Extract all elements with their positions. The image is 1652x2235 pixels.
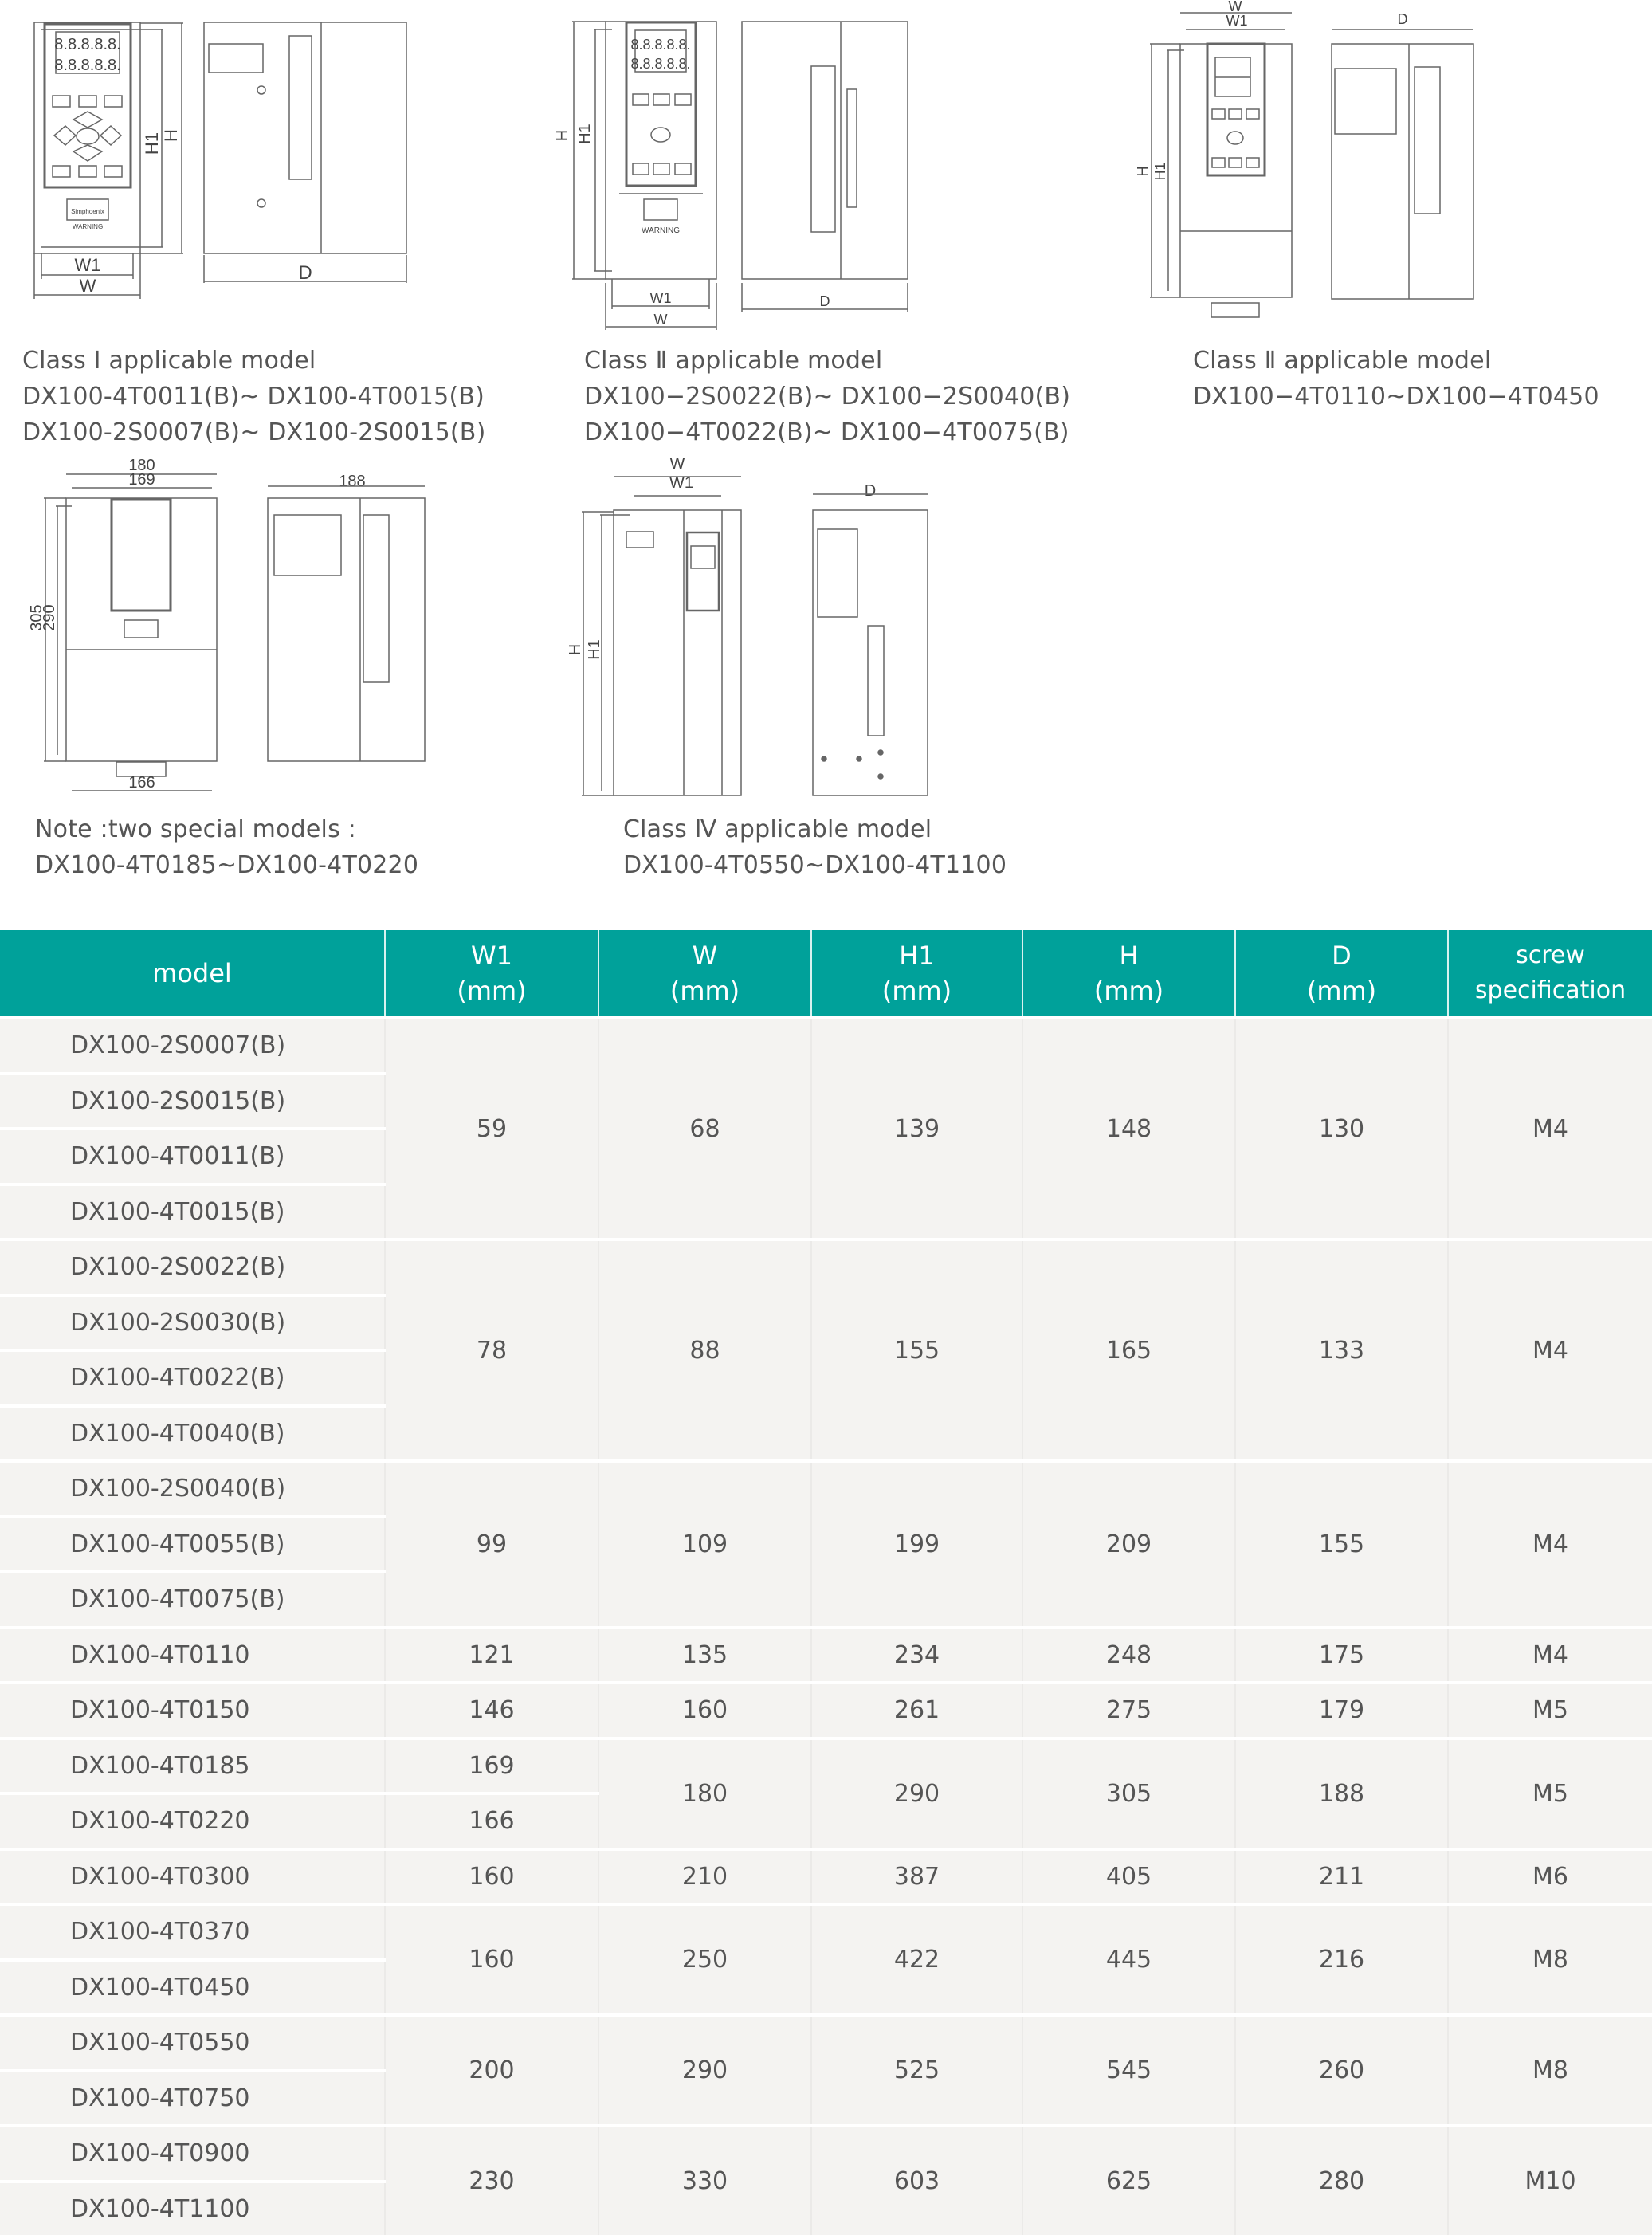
drawing-class-2b: [1132, 0, 1652, 319]
dim-label-w1: W1: [669, 474, 693, 492]
svg-text:8.8.8.8.8.: 8.8.8.8.8.: [630, 56, 690, 72]
dim-label-h: H: [1135, 167, 1151, 177]
screw-cell: M10: [1448, 2126, 1652, 2235]
d-cell: 175: [1235, 1628, 1448, 1683]
w1-cell: 230: [385, 2126, 598, 2235]
d-cell: 130: [1235, 1018, 1448, 1239]
model-cell: DX100-4T0015(B): [0, 1184, 385, 1240]
model-cell: DX100-4T0110: [0, 1628, 385, 1683]
h-cell: 305: [1022, 1738, 1235, 1849]
h1-cell: 155: [811, 1239, 1022, 1461]
h-cell: 545: [1022, 2015, 1235, 2126]
model-cell: DX100-4T0550: [0, 2015, 385, 2071]
dim-value-d: 188: [339, 473, 365, 490]
w-cell: 210: [598, 1849, 811, 1905]
table-row: [0, 1628, 1652, 1683]
table-row: [0, 1018, 1652, 1074]
w-cell: 250: [598, 1904, 811, 2015]
caption-title: Class Ⅱ applicable model: [1193, 343, 1599, 379]
model-cell: DX100-2S0007(B): [0, 1018, 385, 1074]
svg-text:8.8.8.8.8.: 8.8.8.8.8.: [630, 37, 690, 53]
caption-class-4: [623, 811, 1007, 883]
h-cell: 625: [1022, 2126, 1235, 2235]
caption-title: Note :two special models :: [35, 811, 418, 847]
dim-label-h1: H1: [142, 132, 162, 155]
h1-cell: 387: [811, 1849, 1022, 1905]
h1-cell: 603: [811, 2126, 1022, 2235]
model-cell: DX100-4T0220: [0, 1793, 385, 1849]
dim-label-w: W: [80, 276, 96, 296]
d-cell: 179: [1235, 1683, 1448, 1738]
dim-label-h: H: [554, 130, 571, 141]
w-cell: 180: [598, 1738, 811, 1849]
w1-cell: 169: [385, 1738, 598, 1794]
h-cell: 445: [1022, 1904, 1235, 2015]
w-cell: 290: [598, 2015, 811, 2126]
h1-cell: 139: [811, 1018, 1022, 1239]
column-header-label: D: [1236, 938, 1447, 973]
column-header-label: W1: [386, 938, 598, 973]
h1-cell: 199: [811, 1461, 1022, 1628]
table-row: [0, 2015, 1652, 2071]
caption-model-range: DX100-2S0007(B)~ DX100-2S0015(B): [22, 414, 485, 450]
column-header-unit: specification: [1449, 973, 1652, 1008]
model-cell: DX100-2S0015(B): [0, 1074, 385, 1129]
dim-value-w: 180: [128, 457, 155, 474]
screw-cell: M5: [1448, 1683, 1652, 1738]
w-cell: 135: [598, 1628, 811, 1683]
dim-label-d: D: [1398, 11, 1408, 27]
warning-label: WARNING: [642, 226, 680, 235]
column-header-screw-specification: [1448, 930, 1652, 1018]
column-header-label: H: [1023, 938, 1234, 973]
caption-model-range: DX100-4T0550~DX100-4T1100: [623, 847, 1007, 883]
svg-text:8.8.8.8.8.: 8.8.8.8.8.: [54, 57, 120, 74]
dim-label-w: W: [1229, 0, 1242, 14]
h1-cell: 525: [811, 2015, 1022, 2126]
model-cell: DX100-4T0750: [0, 2071, 385, 2127]
model-cell: DX100-4T1100: [0, 2182, 385, 2235]
column-header-d: [1235, 930, 1448, 1018]
screw-cell: M4: [1448, 1461, 1652, 1628]
h1-cell: 422: [811, 1904, 1022, 2015]
caption-model-range: DX100-4T0185~DX100-4T0220: [35, 847, 418, 883]
model-cell: DX100-4T0450: [0, 1960, 385, 2016]
caption-model-range: DX100-4T0011(B)~ DX100-4T0015(B): [22, 379, 485, 414]
dim-label-h: H: [567, 644, 584, 655]
w1-cell: 160: [385, 1904, 598, 2015]
w1-cell: 200: [385, 2015, 598, 2126]
h-cell: 165: [1022, 1239, 1235, 1461]
table-row: [0, 1683, 1652, 1738]
w1-cell: 166: [385, 1793, 598, 1849]
column-header-model: [0, 930, 385, 1018]
model-cell: DX100-2S0040(B): [0, 1461, 385, 1517]
screw-cell: M4: [1448, 1239, 1652, 1461]
w1-cell: 160: [385, 1849, 598, 1905]
dim-label-h1: H1: [1152, 162, 1168, 180]
w1-cell: 121: [385, 1628, 598, 1683]
h-cell: 209: [1022, 1461, 1235, 1628]
column-header-unit: (mm): [812, 973, 1022, 1008]
column-header-label: W: [599, 938, 810, 973]
h-cell: 248: [1022, 1628, 1235, 1683]
dim-label-h1: H1: [576, 124, 594, 144]
dim-label-w: W: [654, 312, 668, 328]
dim-value-h1: 290: [41, 604, 58, 630]
warning-label: WARNING: [73, 223, 103, 230]
brand-label: Simphoenix: [71, 208, 104, 215]
table-row: [0, 2126, 1652, 2182]
caption-class-1: [22, 343, 485, 450]
table-row: [0, 1738, 1652, 1794]
column-header-h: [1022, 930, 1235, 1018]
caption-model-range: DX100−2S0022(B)~ DX100−2S0040(B): [584, 379, 1070, 414]
caption-title: Class Ⅳ applicable model: [623, 811, 1007, 847]
table-header-row: [0, 930, 1652, 1018]
model-cell: DX100-2S0030(B): [0, 1295, 385, 1351]
drawing-special-models: [24, 446, 454, 797]
h-cell: 275: [1022, 1683, 1235, 1738]
column-header-unit: (mm): [386, 973, 598, 1008]
screw-cell: M8: [1448, 2015, 1652, 2126]
drawing-class-4: [558, 454, 1052, 805]
caption-title: Class Ⅱ applicable model: [584, 343, 1070, 379]
caption-title: Class Ⅰ applicable model: [22, 343, 485, 379]
dim-value-h: 305: [28, 604, 45, 630]
table-row: [0, 1904, 1652, 1960]
caption-model-range: DX100−4T0110~DX100−4T0450: [1193, 379, 1599, 414]
table-body: [0, 1018, 1652, 2235]
w-cell: 330: [598, 2126, 811, 2235]
drawing-class-1: [0, 0, 414, 319]
model-cell: DX100-4T0300: [0, 1849, 385, 1905]
column-header-label: model: [0, 956, 384, 991]
caption-special-models: [35, 811, 418, 883]
model-cell: DX100-4T0040(B): [0, 1406, 385, 1462]
screw-cell: M4: [1448, 1018, 1652, 1239]
model-cell: DX100-4T0900: [0, 2126, 385, 2182]
h1-cell: 261: [811, 1683, 1022, 1738]
dim-label-w: W: [670, 455, 685, 473]
w-cell: 160: [598, 1683, 811, 1738]
caption-model-range: DX100−4T0022(B)~ DX100−4T0075(B): [584, 414, 1070, 450]
d-cell: 216: [1235, 1904, 1448, 2015]
column-header-label: H1: [812, 938, 1022, 973]
caption-class-2a: [584, 343, 1070, 450]
dim-label-h: H: [161, 129, 181, 142]
d-cell: 280: [1235, 2126, 1448, 2235]
model-cell: DX100-2S0022(B): [0, 1239, 385, 1295]
dim-label-w1: W1: [75, 255, 101, 275]
w1-cell: 78: [385, 1239, 598, 1461]
screw-cell: M8: [1448, 1904, 1652, 2015]
d-cell: 133: [1235, 1239, 1448, 1461]
dim-label-d: D: [865, 482, 876, 500]
h1-cell: 290: [811, 1738, 1022, 1849]
dim-label-w1: W1: [650, 290, 672, 306]
dim-value-w1: 169: [128, 471, 155, 489]
column-header-unit: (mm): [599, 973, 810, 1008]
w1-cell: 59: [385, 1018, 598, 1239]
column-header-h1: [811, 930, 1022, 1018]
screw-cell: M5: [1448, 1738, 1652, 1849]
w1-cell: 146: [385, 1683, 598, 1738]
column-header-unit: (mm): [1023, 973, 1234, 1008]
dim-value-bottom: 166: [128, 774, 155, 791]
model-cell: DX100-4T0150: [0, 1683, 385, 1738]
d-cell: 260: [1235, 2015, 1448, 2126]
dim-label-d: D: [298, 262, 312, 284]
column-header-label: screw: [1449, 938, 1652, 973]
h-cell: 405: [1022, 1849, 1235, 1905]
model-cell: DX100-4T0022(B): [0, 1350, 385, 1406]
svg-text:8.8.8.8.8.: 8.8.8.8.8.: [54, 36, 120, 53]
d-cell: 211: [1235, 1849, 1448, 1905]
h1-cell: 234: [811, 1628, 1022, 1683]
w-cell: 109: [598, 1461, 811, 1628]
model-cell: DX100-4T0370: [0, 1904, 385, 1960]
table-row: [0, 1849, 1652, 1905]
h-cell: 148: [1022, 1018, 1235, 1239]
screw-cell: M4: [1448, 1628, 1652, 1683]
dim-label-d: D: [820, 293, 830, 309]
dimension-table: [0, 930, 1652, 2235]
drawing-class-2a: [550, 0, 1068, 335]
screw-cell: M6: [1448, 1849, 1652, 1905]
model-cell: DX100-4T0055(B): [0, 1517, 385, 1573]
caption-class-2b: [1193, 343, 1599, 414]
model-cell: DX100-4T0185: [0, 1738, 385, 1794]
column-header-unit: (mm): [1236, 973, 1447, 1008]
model-cell: DX100-4T0011(B): [0, 1129, 385, 1184]
d-cell: 188: [1235, 1738, 1448, 1849]
column-header-w: [598, 930, 811, 1018]
column-header-w1: [385, 930, 598, 1018]
w-cell: 88: [598, 1239, 811, 1461]
table-row: [0, 1239, 1652, 1295]
dim-label-h1: H1: [586, 639, 603, 660]
table-row: [0, 1461, 1652, 1517]
model-cell: DX100-4T0075(B): [0, 1572, 385, 1628]
dim-label-w1: W1: [1226, 13, 1248, 29]
w-cell: 68: [598, 1018, 811, 1239]
d-cell: 155: [1235, 1461, 1448, 1628]
w1-cell: 99: [385, 1461, 598, 1628]
